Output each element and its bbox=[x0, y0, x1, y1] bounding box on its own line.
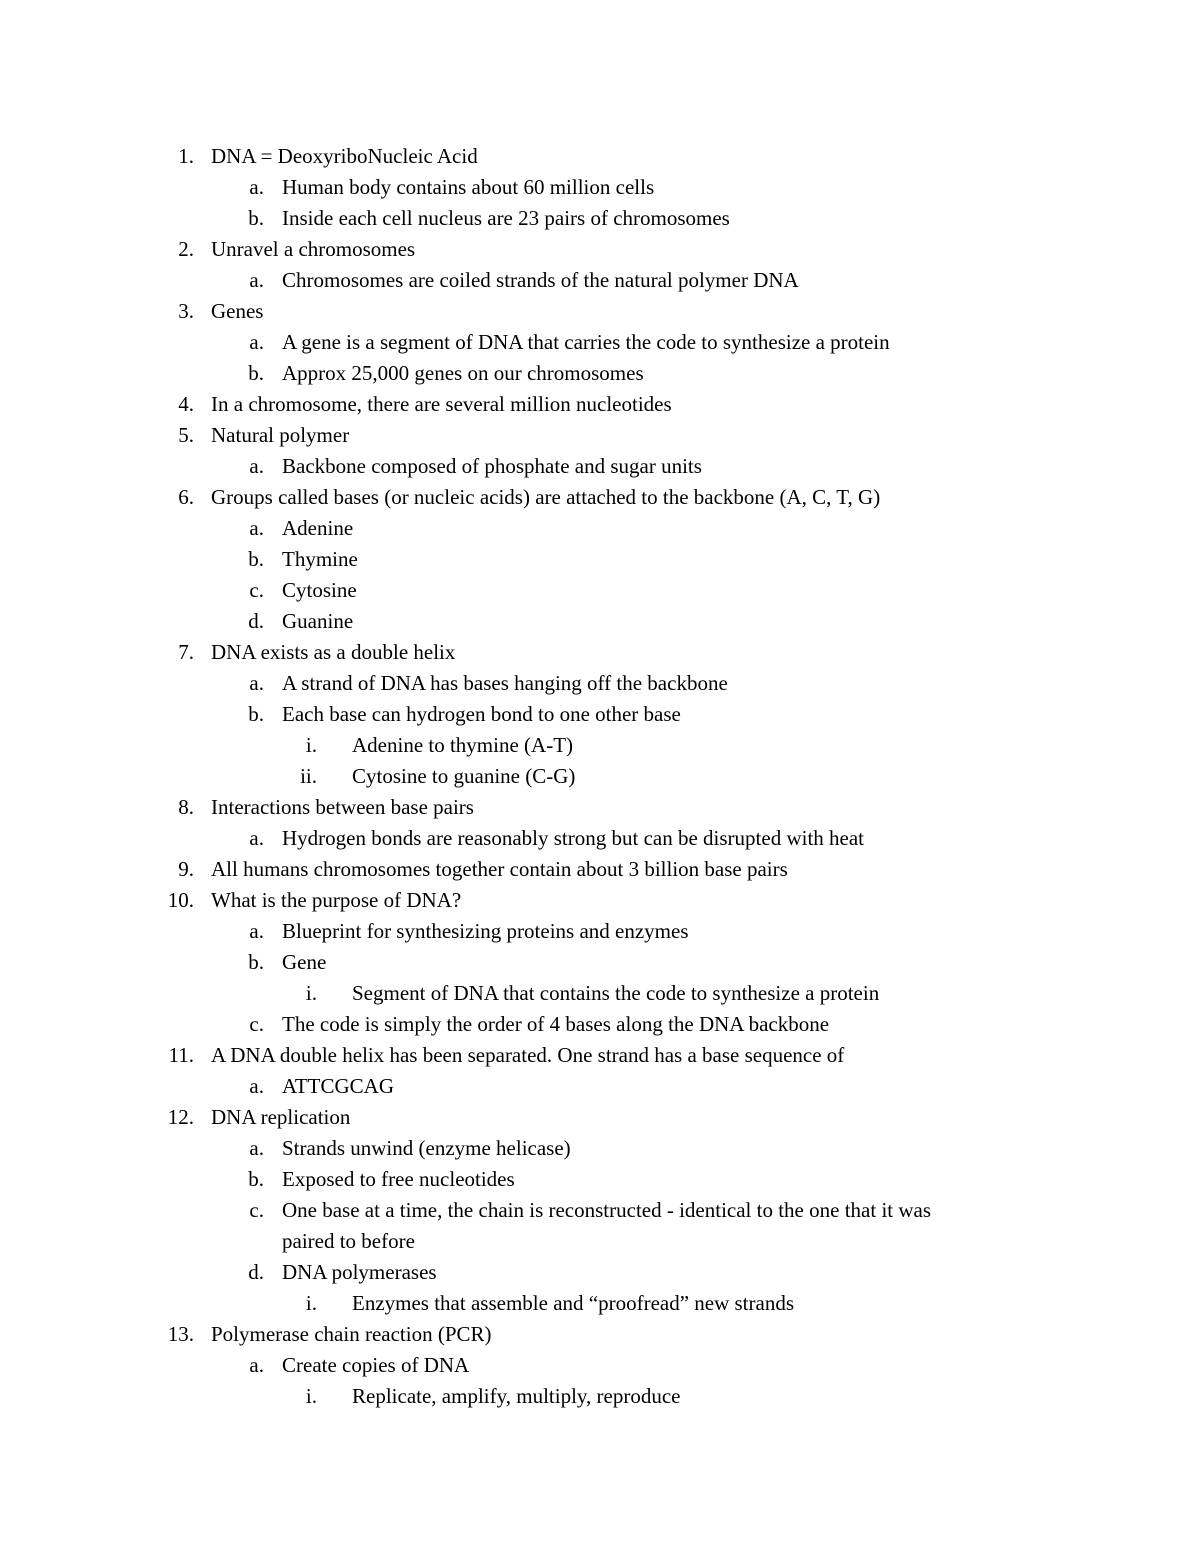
outline-text: All humans chromosomes together contain about 3 billion base pairs bbox=[211, 857, 788, 881]
outline-item-level-1 bbox=[0, 420, 1200, 451]
outline-marker: 12. bbox=[167, 1105, 194, 1129]
outline-item-level-2 bbox=[0, 203, 1200, 234]
outline-marker: 9. bbox=[178, 857, 194, 881]
outline-item-level-2 bbox=[0, 1071, 1200, 1102]
outline-item-level-2 bbox=[0, 327, 1200, 358]
outline-marker: a. bbox=[249, 454, 264, 478]
outline-text: DNA polymerases bbox=[282, 1260, 437, 1284]
outline-marker: 13. bbox=[167, 1322, 194, 1346]
outline-marker: d. bbox=[248, 609, 264, 633]
outline-text: In a chromosome, there are several million nucleotides bbox=[211, 392, 672, 416]
outline-marker: a. bbox=[249, 268, 264, 292]
outline-marker: 11. bbox=[168, 1043, 194, 1067]
outline-text: Natural polymer bbox=[211, 423, 350, 447]
outline-text: Enzymes that assemble and “proofread” new strands bbox=[352, 1291, 795, 1315]
outline-text: Human body contains about 60 million cells bbox=[282, 175, 655, 199]
outline-text: A strand of DNA has bases hanging off the backbone bbox=[282, 671, 728, 695]
outline-text: Unravel a chromosomes bbox=[211, 237, 416, 261]
outline-marker: 7. bbox=[178, 640, 194, 664]
outline-marker: a. bbox=[249, 330, 264, 354]
outline-item-level-2 bbox=[0, 1009, 1200, 1040]
outline-item-level-2 bbox=[0, 1350, 1200, 1381]
outline-marker: a. bbox=[249, 175, 264, 199]
outline-marker: 1. bbox=[178, 144, 194, 168]
document-page bbox=[0, 141, 1200, 1412]
outline-item-level-1 bbox=[0, 1102, 1200, 1133]
outline-marker: c. bbox=[249, 1198, 264, 1222]
outline-text: A gene is a segment of DNA that carries the code to synthesize a protein bbox=[282, 330, 890, 354]
outline-text: ATTCGCAG bbox=[282, 1074, 395, 1098]
outline-marker: a. bbox=[249, 1353, 264, 1377]
outline-marker: a. bbox=[249, 919, 264, 943]
outline-marker: b. bbox=[248, 950, 264, 974]
outline-item-level-2 bbox=[0, 575, 1200, 606]
outline-item-level-2 bbox=[0, 544, 1200, 575]
outline-marker: a. bbox=[249, 516, 264, 540]
outline-marker: i. bbox=[305, 981, 317, 1005]
outline-text: Cytosine to guanine (C-G) bbox=[352, 764, 576, 788]
outline-text: Thymine bbox=[282, 547, 358, 571]
outline-text: Chromosomes are coiled strands of the natural polymer DNA bbox=[282, 268, 799, 292]
outline-text: Inside each cell nucleus are 23 pairs of chromosomes bbox=[282, 206, 730, 230]
outline-marker: d. bbox=[248, 1260, 264, 1284]
outline-item-level-2 bbox=[0, 172, 1200, 203]
outline-marker: i. bbox=[305, 733, 317, 757]
outline-text: paired to before bbox=[282, 1229, 415, 1253]
outline-text: DNA exists as a double helix bbox=[211, 640, 456, 664]
outline-text: Polymerase chain reaction (PCR) bbox=[211, 1322, 492, 1346]
outline-item-level-2 bbox=[0, 265, 1200, 296]
outline-text: The code is simply the order of 4 bases along the DNA backbone bbox=[282, 1012, 830, 1036]
outline-text: Adenine to thymine (A-T) bbox=[352, 733, 574, 757]
outline-text: Guanine bbox=[282, 609, 354, 633]
outline-marker: a. bbox=[249, 826, 264, 850]
outline-marker: 8. bbox=[178, 795, 194, 819]
outline-marker: i. bbox=[305, 1291, 317, 1315]
outline-item-level-1 bbox=[0, 1040, 1200, 1071]
outline-marker: b. bbox=[248, 361, 264, 385]
outline-text: Create copies of DNA bbox=[282, 1353, 470, 1377]
outline-marker: 3. bbox=[178, 299, 194, 323]
outline-text: Strands unwind (enzyme helicase) bbox=[282, 1136, 571, 1160]
outline-item-level-2 bbox=[0, 1133, 1200, 1164]
outline-marker: 2. bbox=[178, 237, 194, 261]
outline-item-level-1 bbox=[0, 141, 1200, 172]
outline-item-level-2 bbox=[0, 916, 1200, 947]
outline-marker: b. bbox=[248, 702, 264, 726]
outline-text: Groups called bases (or nucleic acids) are attached to the backbone (A, C, T, G) bbox=[211, 485, 881, 509]
outline-text: Replicate, amplify, multiply, reproduce bbox=[352, 1384, 681, 1408]
outline-text: What is the purpose of DNA? bbox=[211, 888, 462, 912]
outline-text: Cytosine bbox=[282, 578, 357, 602]
outline-item-level-2 bbox=[0, 451, 1200, 482]
outline-text: Blueprint for synthesizing proteins and enzymes bbox=[282, 919, 689, 943]
outline-item-level-1 bbox=[0, 792, 1200, 823]
outline-text: Approx 25,000 genes on our chromosomes bbox=[282, 361, 644, 385]
outline-item-level-2 bbox=[0, 1195, 1200, 1226]
outline-item-level-2 bbox=[0, 823, 1200, 854]
outline-marker: a. bbox=[249, 671, 264, 695]
outline-marker: 6. bbox=[178, 485, 194, 509]
outline-item-level-1 bbox=[0, 234, 1200, 265]
outline-item-level-3 bbox=[0, 1381, 1200, 1412]
outline-marker: b. bbox=[248, 206, 264, 230]
outline-item-level-2 bbox=[0, 699, 1200, 730]
outline-item-level-1 bbox=[0, 482, 1200, 513]
outline-marker: a. bbox=[249, 1074, 264, 1098]
outline-item-level-2 bbox=[0, 668, 1200, 699]
outline-item-level-1 bbox=[0, 296, 1200, 327]
outline-text: Interactions between base pairs bbox=[211, 795, 474, 819]
outline-text: Adenine bbox=[282, 516, 354, 540]
outline-item-level-1 bbox=[0, 854, 1200, 885]
outline-marker: 5. bbox=[178, 423, 194, 447]
outline-text: DNA replication bbox=[211, 1105, 351, 1129]
outline-text: Genes bbox=[211, 299, 264, 323]
outline-text: A DNA double helix has been separated. One strand has a base sequence of bbox=[211, 1043, 845, 1067]
outline-item-level-1 bbox=[0, 1319, 1200, 1350]
outline-marker: c. bbox=[249, 578, 264, 602]
outline-marker: b. bbox=[248, 1167, 264, 1191]
outline-item-level-1 bbox=[0, 885, 1200, 916]
outline-text: Backbone composed of phosphate and sugar units bbox=[282, 454, 702, 478]
outline-item-level-2 bbox=[0, 513, 1200, 544]
outline-text: Hydrogen bonds are reasonably strong but can be disrupted with heat bbox=[282, 826, 865, 850]
outline-marker: b. bbox=[248, 547, 264, 571]
outline-marker: c. bbox=[249, 1012, 264, 1036]
outline-item-continuation bbox=[0, 1226, 1200, 1257]
outline-text: Exposed to free nucleotides bbox=[282, 1167, 515, 1191]
outline-marker: 4. bbox=[178, 392, 194, 416]
outline-marker: i. bbox=[305, 1384, 317, 1408]
outline-text: One base at a time, the chain is reconstructed - identical to the one that it was bbox=[282, 1198, 932, 1222]
outline-item-level-2 bbox=[0, 606, 1200, 637]
outline-item-level-3 bbox=[0, 730, 1200, 761]
outline-text: Each base can hydrogen bond to one other base bbox=[282, 702, 681, 726]
outline-item-level-1 bbox=[0, 637, 1200, 668]
outline-item-level-2 bbox=[0, 1257, 1200, 1288]
outline-item-level-3 bbox=[0, 978, 1200, 1009]
outline-text: Gene bbox=[282, 950, 327, 974]
outline-marker: a. bbox=[249, 1136, 264, 1160]
outline-item-level-3 bbox=[0, 1288, 1200, 1319]
outline-item-level-2 bbox=[0, 947, 1200, 978]
outline-text: DNA = DeoxyriboNucleic Acid bbox=[211, 144, 478, 168]
outline-item-level-1 bbox=[0, 389, 1200, 420]
outline-item-level-2 bbox=[0, 1164, 1200, 1195]
outline-marker: 10. bbox=[167, 888, 194, 912]
outline-marker: ii. bbox=[300, 764, 317, 788]
outline-text: Segment of DNA that contains the code to synthesize a protein bbox=[352, 981, 880, 1005]
outline-item-level-3 bbox=[0, 761, 1200, 792]
outline-item-level-2 bbox=[0, 358, 1200, 389]
